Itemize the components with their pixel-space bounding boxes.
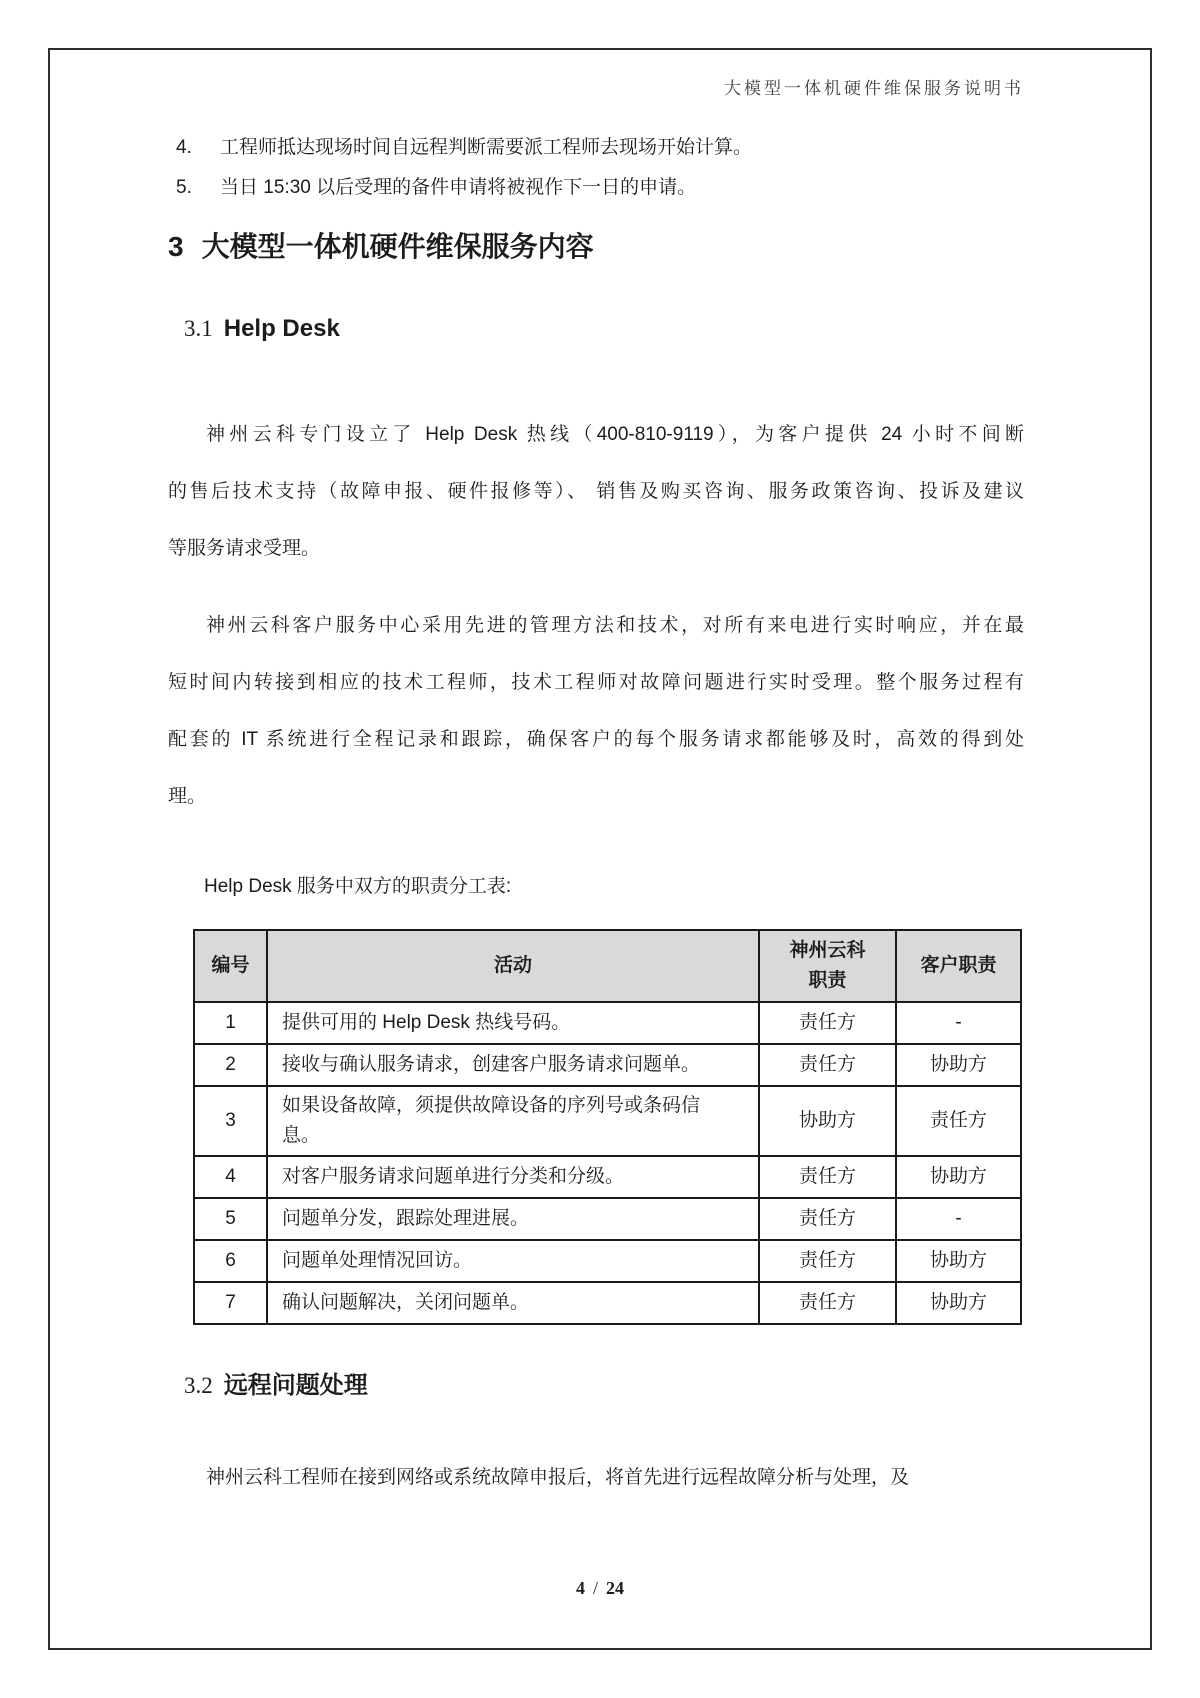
- subsection-title: 远程问题处理: [223, 1372, 368, 1399]
- activity-cell: 如果设备故障，须提供故障设备的序列号或条码信息。: [267, 1086, 759, 1156]
- column-header-vendor: [759, 930, 896, 1002]
- customer-role-cell: 协助方: [896, 1044, 1021, 1086]
- vendor-role-cell: 责任方: [759, 1198, 896, 1240]
- customer-role-cell: 协助方: [896, 1282, 1021, 1324]
- table-row: [194, 1240, 1021, 1282]
- row-number-cell: 5: [194, 1198, 267, 1240]
- row-number-cell: 1: [194, 1002, 267, 1044]
- activity-cell: 接收与确认服务请求，创建客户服务请求问题单。: [267, 1044, 759, 1086]
- paragraph-line: 短时间内转接到相应的技术工程师，技术工程师对故障问题进行实时受理。整个服务过程有: [168, 672, 1024, 693]
- doc-header-title: 大模型一体机硬件维保服务说明书: [724, 79, 1024, 98]
- vendor-role-cell: 责任方: [759, 1240, 896, 1282]
- paragraph-line: 配套的 IT 系统进行全程记录和跟踪，确保客户的每个服务请求都能够及时，高效的得到处: [168, 729, 1024, 750]
- page-number-total: 24: [606, 1578, 624, 1598]
- paragraph-remote-handling: [168, 1449, 1024, 1506]
- column-header-activity: 活动: [267, 930, 759, 1002]
- row-number-cell: 6: [194, 1240, 267, 1282]
- table-row: [194, 1282, 1021, 1324]
- section-number: 3: [168, 231, 184, 262]
- customer-role-cell: 协助方: [896, 1240, 1021, 1282]
- numbered-list: [176, 128, 1024, 208]
- vendor-role-cell: 责任方: [759, 1282, 896, 1324]
- activity-cell: 对客户服务请求问题单进行分类和分级。: [267, 1156, 759, 1198]
- paragraph-help-desk-intro: [168, 406, 1024, 577]
- paragraph-line: 理。: [168, 786, 207, 807]
- paragraph-line: 神州云科客户服务中心采用先进的管理方法和技术，对所有来电进行实时响应，并在最: [206, 615, 1024, 636]
- section-heading-3: [168, 226, 1024, 268]
- vendor-role-cell: 责任方: [759, 1156, 896, 1198]
- paragraph-line: 的售后技术支持（故障申报、硬件报修等）、 销售及购买咨询、服务政策咨询、投诉及建议: [168, 481, 1024, 502]
- customer-role-cell: 协助方: [896, 1156, 1021, 1198]
- column-header-vendor-line2: 职责: [808, 970, 847, 991]
- customer-role-cell: -: [896, 1198, 1021, 1240]
- subsection-heading-3-2: [184, 1369, 1024, 1403]
- table-row: [194, 1002, 1021, 1044]
- vendor-role-cell: 责任方: [759, 1044, 896, 1086]
- paragraph-line: 神州云科专门设立了 Help Desk 热线（400-810-9119），为客户提供 24 小时不间断: [206, 424, 1024, 445]
- list-item-number: 4.: [176, 137, 192, 158]
- row-number-cell: 7: [194, 1282, 267, 1324]
- subsection-heading-3-1: [184, 312, 1024, 346]
- list-item-number: 5.: [176, 177, 192, 198]
- list-item-text: 工程师抵达现场时间自远程判断需要派工程师去现场开始计算。: [220, 137, 753, 158]
- customer-role-cell: 责任方: [896, 1086, 1021, 1156]
- section-title: 大模型一体机硬件维保服务内容: [201, 231, 594, 262]
- table-row: [194, 1086, 1021, 1156]
- table-intro-text: Help Desk 服务中双方的职责分工表:: [204, 876, 512, 897]
- table-row: [194, 1198, 1021, 1240]
- list-item: [176, 128, 1024, 168]
- page-content: [168, 0, 1024, 1506]
- activity-cell: 确认问题解决，关闭问题单。: [267, 1282, 759, 1324]
- vendor-role-cell: 责任方: [759, 1002, 896, 1044]
- paragraph-line: 等服务请求受理。: [168, 538, 321, 559]
- column-header-number: 编号: [194, 930, 267, 1002]
- column-header-vendor-line1: 神州云科: [789, 940, 866, 961]
- subsection-title: Help Desk: [223, 315, 340, 342]
- list-item: [176, 168, 1024, 208]
- responsibility-table: [193, 929, 1022, 1325]
- page-number: [0, 1578, 1200, 1599]
- page-number-separator: /: [592, 1578, 598, 1598]
- vendor-role-cell: 协助方: [759, 1086, 896, 1156]
- page-number-current: 4: [575, 1578, 585, 1598]
- column-header-customer: 客户职责: [896, 930, 1021, 1002]
- paragraph-service-center: [168, 597, 1024, 825]
- row-number-cell: 2: [194, 1044, 267, 1086]
- paragraph-line: 神州云科工程师在接到网络或系统故障申报后，将首先进行远程故障分析与处理，及: [206, 1467, 910, 1488]
- activity-cell: 提供可用的 Help Desk 热线号码。: [267, 1002, 759, 1044]
- row-number-cell: 4: [194, 1156, 267, 1198]
- row-number-cell: 3: [194, 1086, 267, 1156]
- subsection-number: 3.1: [184, 316, 213, 341]
- table-header-row: [194, 930, 1021, 1002]
- activity-cell: 问题单处理情况回访。: [267, 1240, 759, 1282]
- table-row: [194, 1156, 1021, 1198]
- list-item-text: 当日 15:30 以后受理的备件申请将被视作下一日的申请。: [220, 177, 697, 198]
- customer-role-cell: -: [896, 1002, 1021, 1044]
- table-row: [194, 1044, 1021, 1086]
- activity-cell: 问题单分发，跟踪处理进展。: [267, 1198, 759, 1240]
- subsection-number: 3.2: [184, 1373, 213, 1398]
- table-body: [194, 1002, 1021, 1324]
